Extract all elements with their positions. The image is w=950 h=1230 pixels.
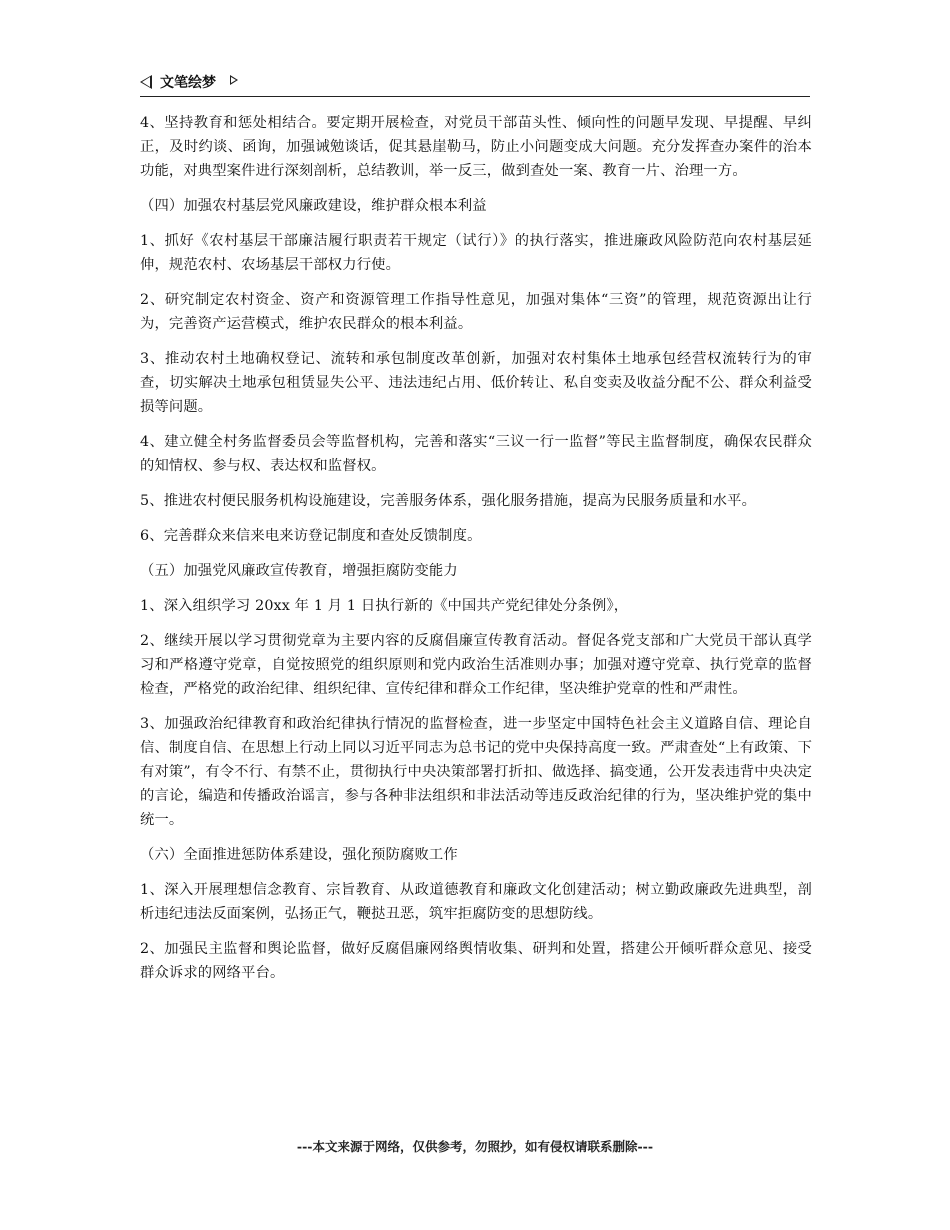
paragraph-rural-2: 2、研究制定农村资金、资产和资源管理工作指导性意见，加强对集体“三资”的管理，规范资源出让行为，完善资产运营模式，维护农民群众的根本利益。	[140, 292, 812, 332]
triangle-left-icon	[140, 75, 152, 89]
paragraph-education-3: 3、加强政治纪律教育和政治纪律执行情况的监督检查，进一步坚定中国特色社会主义道路自信、理论自信、制度自信、在思想上行动上同以习近平同志为总书记的党中央保持高度一致。严肃查处“上有政策、下有对策”，有令不行、有禁不止，贯彻执行中央决策部署打折扣、做选择、搞变通，公开发表违背中央决定的言论，编造和传播政治谣言，参与各种非法组织和非法活动等违反政治纪律的行为，坚决维护党的集中统一。	[140, 716, 813, 828]
section-heading-5: （五）加强党风廉政宣传教育，增强拒腐防变能力	[140, 563, 458, 579]
paragraph-rural-3: 3、推动农村土地确权登记、流转和承包制度改革创新，加强对农村集体土地承包经营权流转行为的审查，切实解决土地承包租赁显失公平、违法违纪占用、低价转让、私自变卖及收益分配不公、群众利益受损等问题。	[140, 351, 812, 415]
paragraph-rural-4: 4、建立健全村务监督委员会等监督机构，完善和落实“三议一行一监督”等民主监督制度，确保农民群众的知情权、参与权、表达权和监督权。	[140, 434, 812, 474]
header-title: 文笔绘梦	[160, 75, 216, 91]
paragraph-rural-5: 5、推进农村便民服务机构设施建设，完善服务体系，强化服务措施，提高为民服务质量和水平。	[140, 493, 757, 509]
section-heading-6: （六）全面推进惩防体系建设，强化预防腐败工作	[140, 847, 458, 863]
paragraph-item-4-education: 4、坚持教育和惩处相结合。要定期开展检查，对党员干部苗头性、倾向性的问题早发现、早提醒、早纠正，及时约谈、函询，加强诫勉谈话，促其悬崖勒马，防止小问题变成大问题。充分发挥查办案件的治本功能，对典型案件进行深刻剖析，总结教训，举一反三，做到查处一案、教育一片、治理一方。	[140, 115, 812, 179]
page-header	[140, 70, 810, 97]
document-body	[140, 111, 812, 996]
page-footer-disclaimer: ---本文来源于网络，仅供参考，勿照抄，如有侵权请联系删除---	[296, 1139, 654, 1154]
paragraph-prevention-1: 1、深入开展理想信念教育、宗旨教育、从政道德教育和廉政文化创建活动；树立勤政廉政先进典型，剖析违纪违法反面案例，弘扬正气，鞭挞丑恶，筑牢拒腐防变的思想防线。	[140, 882, 812, 922]
paragraph-education-2: 2、继续开展以学习贯彻党章为主要内容的反腐倡廉宣传教育活动。督促各党支部和广大党员干部认真学习和严格遵守党章，自觉按照党的组织原则和党内政治生活准则办事；加强对遵守党章、执行党章的监督检查，严格党的政治纪律、组织纪律、宣传纪律和群众工作纪律，坚决维护党章的性和严肃性。	[140, 633, 812, 697]
section-heading-4: （四）加强农村基层党风廉政建设，维护群众根本利益	[140, 198, 487, 214]
paragraph-rural-6: 6、完善群众来信来电来访登记制度和查处反馈制度。	[140, 528, 482, 544]
paragraph-rural-1: 1、抓好《农村基层干部廉洁履行职责若干规定（试行）》的执行落实，推进廉政风险防范向农村基层延伸，规范农村、农场基层干部权力行使。	[140, 233, 812, 273]
paragraph-prevention-2: 2、加强民主监督和舆论监督，做好反腐倡廉网络舆情收集、研判和处置，搭建公开倾听群众意见、接受群众诉求的网络平台。	[140, 941, 812, 981]
paragraph-education-1: 1、深入组织学习 20xx 年 1 月 1 日执行新的《中国共产党纪律处分条例》，	[140, 598, 629, 614]
triangle-right-icon	[230, 75, 238, 85]
